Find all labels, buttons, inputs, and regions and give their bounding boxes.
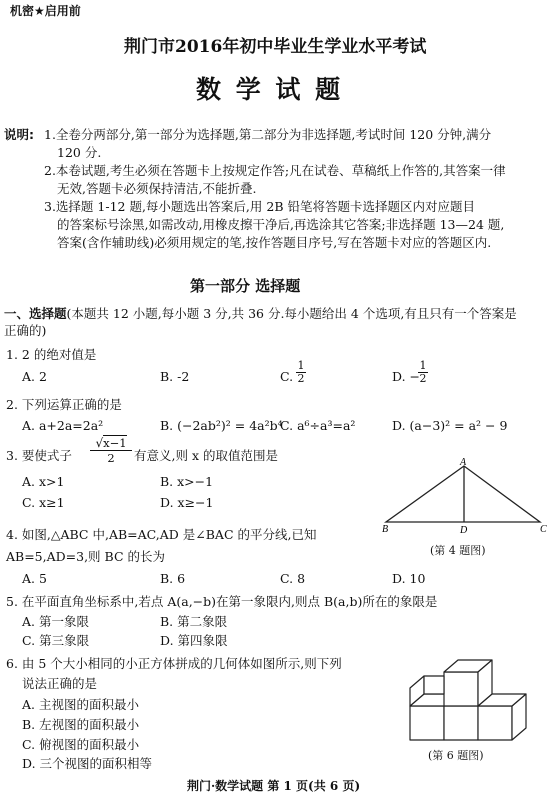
q4-option-d: D. 10 xyxy=(392,571,426,586)
q5-option-c: C. 第三象限 xyxy=(22,633,90,648)
q4-option-c: C. 8 xyxy=(280,571,306,586)
part-description-cont: 正确的) xyxy=(4,323,47,338)
figure-6-caption: (第 6 题图) xyxy=(428,749,484,762)
q6-stem-cont: 说法正确的是 xyxy=(22,676,98,691)
vertex-c-label: C xyxy=(540,524,547,534)
note-1: 1.全卷分两部分,第一部分为选择题,第二部分为非选择题,考试时间 120 分钟,满分 xyxy=(44,127,492,142)
note-2: 2.本卷试题,考生必须在答题卡上按规定作答;凡在试卷、草稿纸上作答的,其答案一律 xyxy=(44,163,506,178)
q2-stem: 2. 下列运算正确的是 xyxy=(6,397,122,412)
q3-stem-post: 有意义,则 x 的取值范围是 xyxy=(134,448,278,463)
part-label: 一、选择题 xyxy=(4,306,67,321)
q5-option-a: A. 第一象限 xyxy=(22,614,89,629)
q4-option-a: A. 5 xyxy=(22,571,47,586)
note-3: 3.选择题 1-12 题,每小题选出答案后,用 2B 铅笔将答题卡选择题区内对应题目 xyxy=(44,199,475,214)
note-3-cont: 的答案标号涂黑,如需改动,用橡皮擦干净后,再选涂其它答案;非选择题 13—24 题, xyxy=(57,217,505,232)
figure-6-cubes xyxy=(404,648,548,744)
q6-stem: 6. 由 5 个大小相同的小正方体拼成的几何体如图所示,则下列 xyxy=(6,656,342,671)
point-d-label: D xyxy=(460,525,468,534)
q4-stem: 4. 如图,△ABC 中,AB=AC,AD 是∠BAC 的平分线,已知 xyxy=(6,527,317,542)
q5-option-d: D. 第四象限 xyxy=(160,633,228,648)
q2-option-d: D. (a−3)² = a² − 9 xyxy=(392,418,508,433)
q4-option-b: B. 6 xyxy=(160,571,186,586)
section-title: 第一部分 选择题 xyxy=(190,277,301,295)
note-2-cont: 无效,答题卡必须保持清洁,不能折叠. xyxy=(57,181,257,196)
q3-stem-pre: 3. 要使式子 xyxy=(6,448,72,463)
note-1-cont: 120 分. xyxy=(57,145,102,160)
part-heading xyxy=(4,306,517,321)
q1-option-b: B. -2 xyxy=(160,369,190,384)
note-3-cont2: 答案(含作辅助线)必须用规定的笔,按作答题目序号,写在答题卡对应的答题区内. xyxy=(57,235,492,250)
q6-option-d: D. 三个视图的面积相等 xyxy=(22,756,153,771)
q3-option-d: D. x≥−1 xyxy=(160,495,214,510)
q5-stem: 5. 在平面直角坐标系中,若点 A(a,−b)在第一象限内,则点 B(a,b)所在的象限是 xyxy=(6,594,438,609)
q3-fraction-denominator: 2 xyxy=(107,451,115,465)
q1-option-c: C. xyxy=(280,369,294,384)
q6-option-b: B. 左视图的面积最小 xyxy=(22,717,140,732)
q2-option-a: A. a+2a=2a² xyxy=(22,418,104,433)
figure-4-caption: (第 4 题图) xyxy=(430,544,486,557)
q1-option-c-fraction: 1 2 xyxy=(297,359,305,385)
q1-option-a: A. 2 xyxy=(22,369,47,384)
q1-option-d-fraction: 1 2 xyxy=(419,359,427,385)
notes-label: 说明: xyxy=(4,127,34,142)
q3-option-a: A. x>1 xyxy=(22,474,65,489)
confidential-label: 机密★启用前 xyxy=(10,4,81,18)
vertex-b-label: B xyxy=(382,524,389,534)
q1-option-d: D. − xyxy=(392,369,420,384)
q6-option-c: C. 俯视图的面积最小 xyxy=(22,737,140,752)
q2-option-c: C. a⁶÷a³=a² xyxy=(280,418,356,433)
figure-4-triangle xyxy=(380,456,550,534)
q3-fraction: √x−1 2 xyxy=(90,436,132,465)
page-title: 数 学 试 题 xyxy=(196,75,344,104)
q3-option-c: C. x≥1 xyxy=(22,495,65,510)
part-description: (本题共 12 小题,每小题 3 分,共 36 分.每小题给出 4 个选项,有且只有一个答案是 xyxy=(66,306,517,321)
q6-option-a: A. 主视图的面积最小 xyxy=(22,697,139,712)
q1-stem: 1. 2 的绝对值是 xyxy=(6,347,97,362)
vertex-a-label: A xyxy=(460,457,467,468)
q3-option-b: B. x>−1 xyxy=(160,474,214,489)
q3-fraction-numerator: x−1 xyxy=(103,436,127,450)
exam-title: 荆门市2016年初中毕业生学业水平考试 xyxy=(124,37,427,57)
q4-stem-cont: AB=5,AD=3,则 BC 的长为 xyxy=(6,549,165,564)
q2-option-b: B. (−2ab²)² = 4a²b⁴ xyxy=(160,418,283,433)
q5-option-b: B. 第二象限 xyxy=(160,614,228,629)
page-footer: 荆门·数学试题 第 1 页(共 6 页) xyxy=(187,779,361,793)
